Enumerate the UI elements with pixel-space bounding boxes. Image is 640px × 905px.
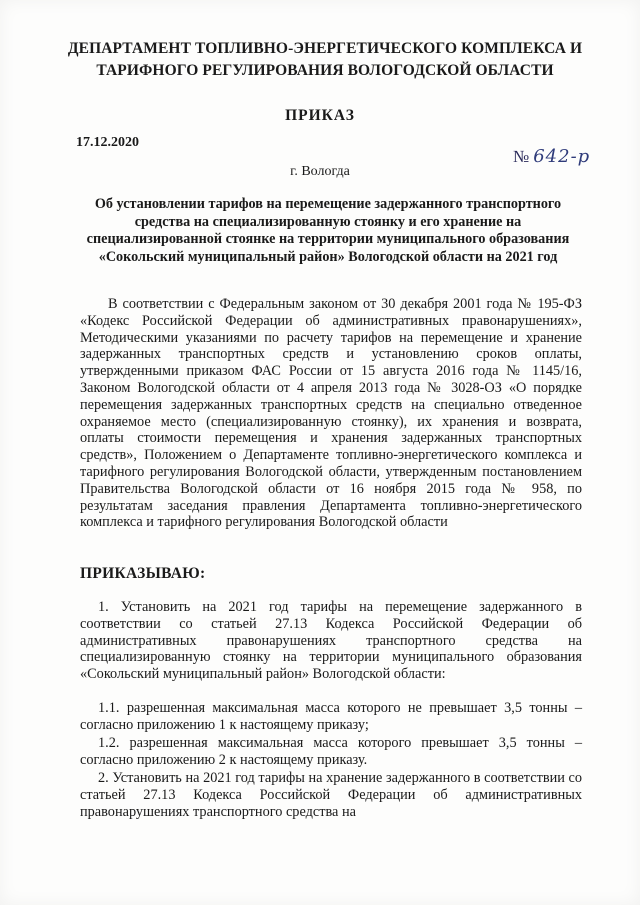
- order-subject: Об установлении тарифов на перемещение задержанного транспортного средства на специализированную стоянку и его хранение на специализированной стоянке на территории муниципального образования «Сокольский муниципальный район» Вологодской области на 2021 год: [86, 196, 570, 265]
- item-1: 1. Установить на 2021 год тарифы на перемещение задержанного в соответствии со статьей 27.13 Кодекса Российской Федерации об административных правонарушениях транспортного средства на специализированную стоянку на территории муниципального образования «Сокольский муниципальный район» Вологодской области:: [80, 599, 582, 683]
- item-1-1: 1.1. разрешенная максимальная масса которого не превышает 3,5 тонны – согласно приложению 1 к настоящему приказу;: [80, 700, 582, 733]
- city: г. Вологда: [290, 164, 350, 179]
- item-1-2: 1.2. разрешенная максимальная масса которого превышает 3,5 тонны – согласно приложению 2 к настоящему приказу.: [80, 735, 582, 768]
- item-2: 2. Установить на 2021 год тарифы на хранение задержанного в соответствии со статьей 27.13 Кодекса Российской Федерации об административных правонарушениях транспортного средства на: [80, 770, 582, 820]
- number-sign: №: [513, 147, 530, 166]
- decree-word: ПРИКАЗЫВАЮ:: [80, 565, 206, 582]
- preamble-paragraph: В соответствии с Федеральным законом от 30 декабря 2001 года № 195-ФЗ «Кодекс Российской Федерации об административных правонарушениях», Методическими указаниями по расчету тарифов на перемещение и хранение задержанных транспортных средств и установлению сроков оплаты, утвержденными приказом ФАС России от 15 августа 2016 года № 1145/16, Законом Вологодской области от 4 апреля 2013 года № 3028-ОЗ «О порядке перемещения задержанных транспортных средств на специально отведенное охраняемое место (специализированную стоянку), их хранения и возврата, оплаты стоимости перемещения и хранения задержанных транспортных средств», Положением о Департаменте топливно-энергетического комплекса и тарифного регулирования Вологодской области, утвержденным постановлением Правительства Вологодской области от 16 ноября 2015 года № 958, по результатам заседания правления Департамента топливно-энергетического комплекса и тарифного регулирования Вологодской области: [80, 296, 582, 531]
- document-type: ПРИКАЗ: [285, 107, 355, 124]
- handwritten-number: 642-р: [533, 146, 591, 167]
- department-title: ДЕПАРТАМЕНТ ТОПЛИВНО-ЭНЕРГЕТИЧЕСКОГО КОМПЛЕКСА И ТАРИФНОГО РЕГУЛИРОВАНИЯ ВОЛОГОДСКОЙ ОБЛАСТИ: [67, 40, 583, 79]
- order-date: 17.12.2020: [76, 135, 139, 150]
